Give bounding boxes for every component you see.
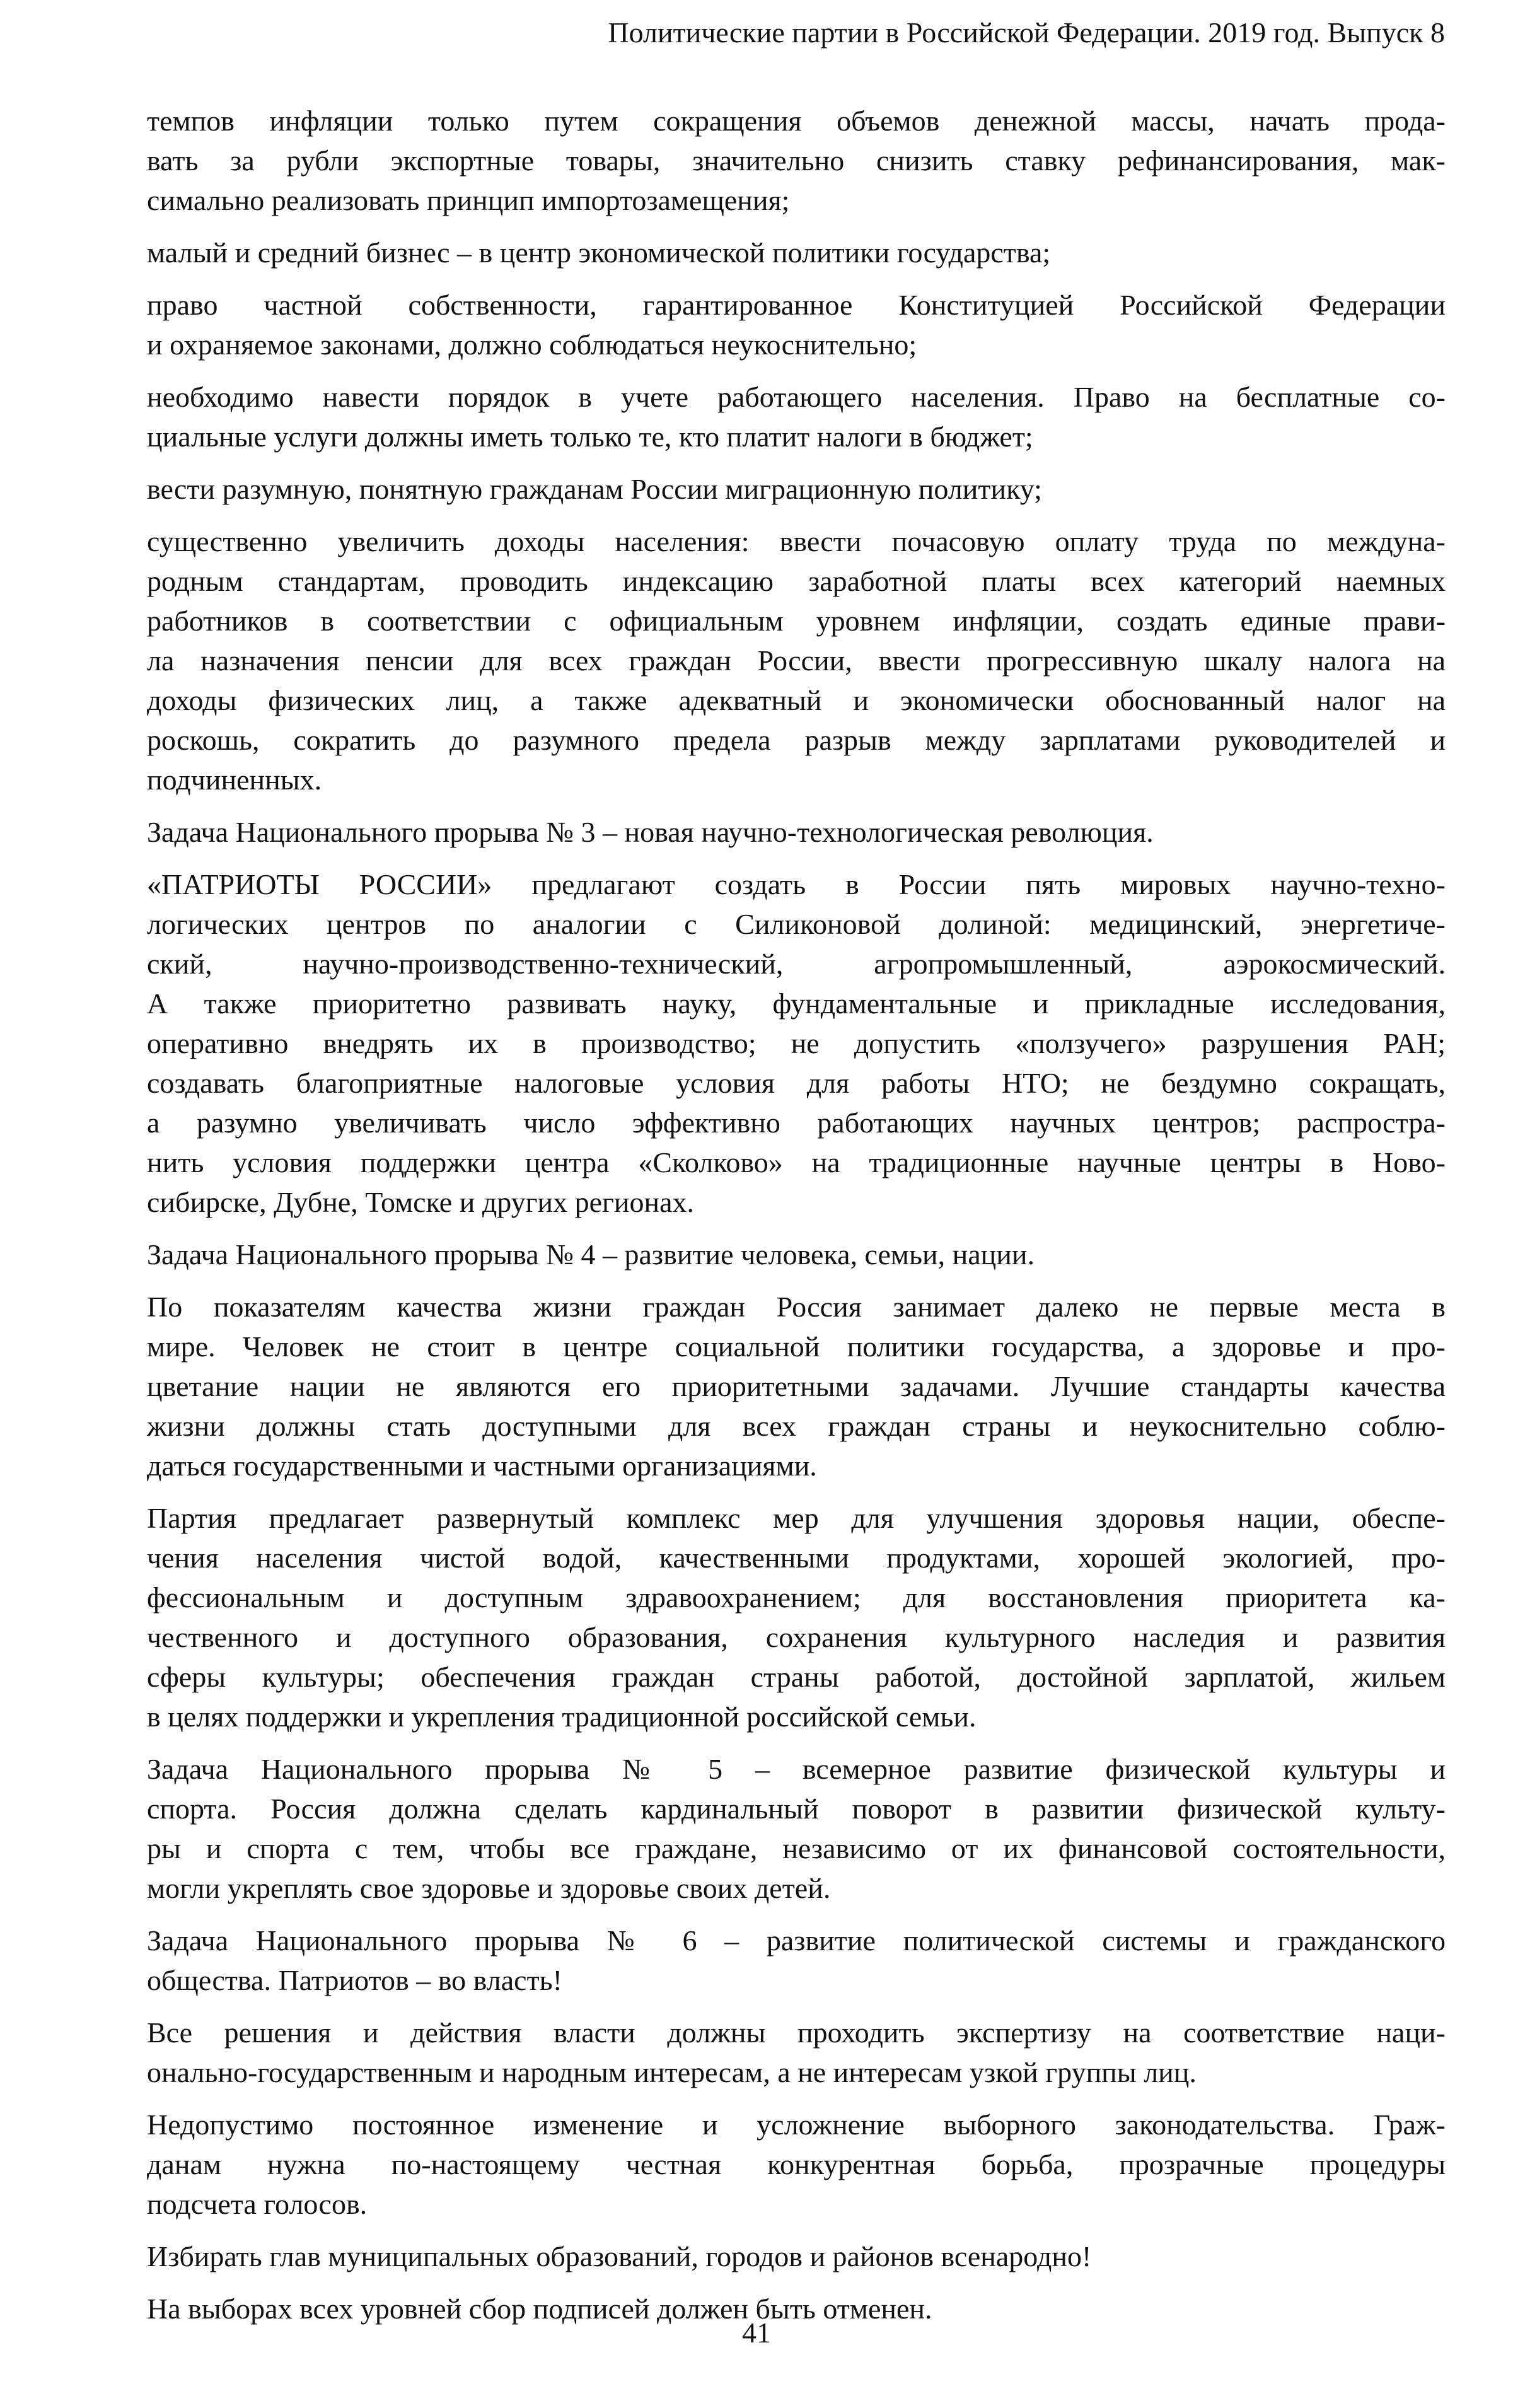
paragraph bbox=[147, 469, 1446, 509]
text-line: даться государственными и частными организациями. bbox=[147, 1450, 817, 1482]
text-line: онально-государственным и народным интересам, а не интересам узкой группы лиц. bbox=[147, 2056, 1197, 2088]
paragraph bbox=[147, 812, 1446, 852]
paragraph bbox=[147, 864, 1446, 1222]
paragraph bbox=[147, 2105, 1446, 2224]
text-line: А также приоритетно развивать науку, фундаментальные и прикладные исследования, bbox=[147, 987, 1446, 1020]
text-line: Все решения и действия власти должны проходить экспертизу на соответствие наци- bbox=[147, 2016, 1446, 2049]
text-line: жизни должны стать доступными для всех граждан страны и неукоснительно соблю- bbox=[147, 1410, 1446, 1442]
text-line: ры и спорта с тем, чтобы все граждане, независимо от их финансовой состоятельности, bbox=[147, 1832, 1446, 1864]
text-line: право частной собственности, гарантированное Конституцией Российской Федерации bbox=[147, 289, 1446, 321]
text-line: мире. Человек не стоит в центре социальной политики государства, а здоровье и про- bbox=[147, 1330, 1446, 1363]
text-line: Избирать глав муниципальных образований, городов и районов всенародно! bbox=[147, 2240, 1092, 2272]
text-line: сибирске, Дубне, Томске и других регионах. bbox=[147, 1186, 695, 1218]
text-line: Недопустимо постоянное изменение и усложнение выборного законодательства. Граж- bbox=[147, 2108, 1446, 2141]
text-line: Партия предлагает развернутый комплекс мер для улучшения здоровья нации, обеспе- bbox=[147, 1502, 1446, 1534]
paragraph bbox=[147, 1235, 1446, 1274]
paragraph bbox=[147, 1921, 1446, 2000]
paragraph bbox=[147, 2013, 1446, 2092]
text-line: подчиненных. bbox=[147, 764, 322, 796]
text-line: Задача Национального прорыва № 4 – развитие человека, семьи, нации. bbox=[147, 1238, 1035, 1271]
paragraph bbox=[147, 233, 1446, 272]
text-line: доходы физических лиц, а также адекватный и экономически обоснованный налог на bbox=[147, 684, 1446, 716]
text-line: создавать благоприятные налоговые условия для работы НТО; не бездумно сокращать, bbox=[147, 1067, 1446, 1099]
text-line: ла назначения пенсии для всех граждан России, ввести прогрессивную шкалу налога на bbox=[147, 644, 1446, 677]
paragraph bbox=[147, 1287, 1446, 1486]
paragraph bbox=[147, 285, 1446, 364]
text-line: роскошь, сократить до разумного предела разрыв между зарплатами руководителей и bbox=[147, 724, 1446, 756]
text-line: спорта. Россия должна сделать кардинальный поворот в развитии физической культу- bbox=[147, 1793, 1446, 1825]
text-line: а разумно увеличивать число эффективно работающих научных центров; распростра- bbox=[147, 1107, 1446, 1139]
text-line: данам нужна по-настоящему честная конкурентная борьба, прозрачные процедуры bbox=[147, 2148, 1446, 2180]
text-line: фессиональным и доступным здравоохранением; для восстановления приоритета ка- bbox=[147, 1581, 1446, 1614]
text-line: циальные услуги должны иметь только те, кто платит налоги в бюджет; bbox=[147, 421, 1033, 453]
text-line: нить условия поддержки центра «Сколково» на традиционные научные центры в Ново- bbox=[147, 1146, 1446, 1178]
text-line: работников в соответствии с официальным уровнем инфляции, создать единые прави- bbox=[147, 605, 1446, 637]
text-line: в целях поддержки и укрепления традиционной российской семьи. bbox=[147, 1701, 977, 1733]
text-line: Задача Национального прорыва № 3 – новая научно-технологическая революция. bbox=[147, 816, 1154, 848]
text-line: существенно увеличить доходы населения: ввести почасовую оплату труда по междуна- bbox=[147, 525, 1446, 557]
running-header: Политические партии в Российской Федерации. 2019 год. Выпуск 8 bbox=[608, 16, 1445, 49]
text-line: На выборах всех уровней сбор подписей должен быть отменен. bbox=[147, 2293, 932, 2325]
text-line: чения населения чистой водой, качественными продуктами, хорошей экологией, про- bbox=[147, 1542, 1446, 1574]
text-line: вать за рубли экспортные товары, значительно снизить ставку рефинансирования, мак- bbox=[147, 144, 1446, 177]
text-line: родным стандартам, проводить индексацию заработной платы всех категорий наемных bbox=[147, 565, 1446, 597]
text-line: общества. Патриотов – во власть! bbox=[147, 1964, 562, 1996]
paragraph bbox=[147, 2236, 1446, 2276]
text-line: могли укреплять свое здоровье и здоровье своих детей. bbox=[147, 1872, 831, 1904]
text-line: Задача Национального прорыва № 5 – всемерное развитие физической культуры и bbox=[147, 1753, 1446, 1785]
paragraph bbox=[147, 377, 1446, 457]
text-line: «ПАТРИОТЫ РОССИИ» предлагают создать в России пять мировых научно-техно- bbox=[147, 868, 1446, 900]
text-line: чественного и доступного образования, сохранения культурного наследия и развития bbox=[147, 1621, 1446, 1653]
paragraph bbox=[147, 521, 1446, 800]
page-number: 41 bbox=[742, 2317, 771, 2349]
text-line: подсчета голосов. bbox=[147, 2188, 368, 2220]
text-line: По показателям качества жизни граждан Россия занимает далеко не первые места в bbox=[147, 1291, 1446, 1323]
text-line: и охраняемое законами, должно соблюдаться неукоснительно; bbox=[147, 329, 917, 361]
text-line: малый и средний бизнес – в центр экономической политики государства; bbox=[147, 236, 1051, 269]
text-line: ский, научно-производственно-технический, агропромышленный, аэрокосмический. bbox=[147, 948, 1446, 980]
page-body bbox=[147, 101, 1446, 2341]
paragraph bbox=[147, 1498, 1446, 1736]
text-line: вести разумную, понятную гражданам России миграционную политику; bbox=[147, 473, 1042, 505]
paragraph bbox=[147, 1749, 1446, 1908]
text-line: логических центров по аналогии с Силиконовой долиной: медицинский, энергетиче- bbox=[147, 908, 1446, 940]
text-line: темпов инфляции только путем сокращения объемов денежной массы, начать прода- bbox=[147, 105, 1446, 137]
text-line: оперативно внедрять их в производство; не допустить «ползучего» разрушения РАН; bbox=[147, 1027, 1446, 1059]
text-line: симально реализовать принцип импортозамещения; bbox=[147, 184, 790, 216]
text-line: необходимо навести порядок в учете работающего населения. Право на бесплатные со- bbox=[147, 381, 1446, 413]
text-line: сферы культуры; обеспечения граждан страны работой, достойной зарплатой, жильем bbox=[147, 1661, 1446, 1693]
text-line: Задача Национального прорыва № 6 – развитие политической системы и гражданского bbox=[147, 1924, 1446, 1957]
paragraph bbox=[147, 101, 1446, 220]
text-line: цветание нации не являются его приоритетными задачами. Лучшие стандарты качества bbox=[147, 1370, 1446, 1402]
